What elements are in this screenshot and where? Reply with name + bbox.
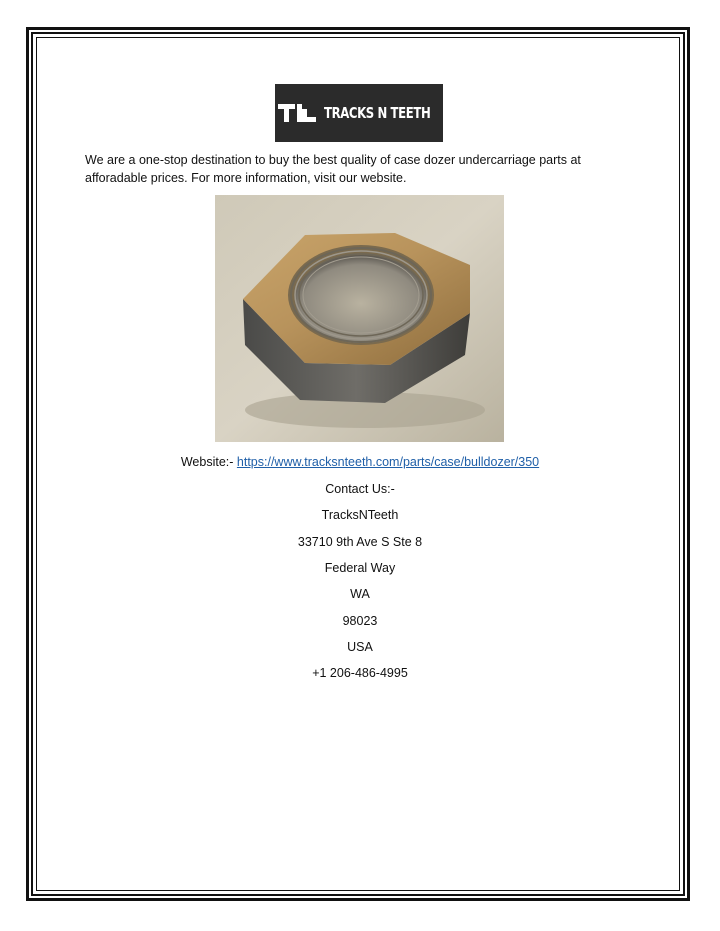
website-line	[0, 455, 720, 469]
zip-code: 98023	[342, 614, 378, 628]
website-label: Website:-	[180, 455, 237, 469]
website-link[interactable]: https://www.tracksnteeth.com/parts/case/bulldozer/350	[236, 455, 540, 469]
street-address: 33710 9th Ave S Ste 8	[297, 535, 423, 549]
contact-heading: Contact Us:-	[325, 482, 395, 496]
company-name: TracksNTeeth	[321, 508, 399, 522]
city: Federal Way	[324, 561, 396, 575]
logo-text: TRACKS N TEETH	[324, 104, 431, 122]
state: WA	[350, 587, 370, 601]
phone-number: +1 206-486-4995	[312, 666, 408, 680]
intro-paragraph: We are a one-stop destination to buy the best quality of case dozer undercarriage parts at afforadable prices. For more information, visit our website.	[85, 153, 581, 185]
country: USA	[347, 640, 373, 654]
logo-mark-icon	[278, 104, 316, 122]
hex-nut-photo	[215, 195, 504, 442]
tracks-n-teeth-logo	[275, 84, 443, 142]
